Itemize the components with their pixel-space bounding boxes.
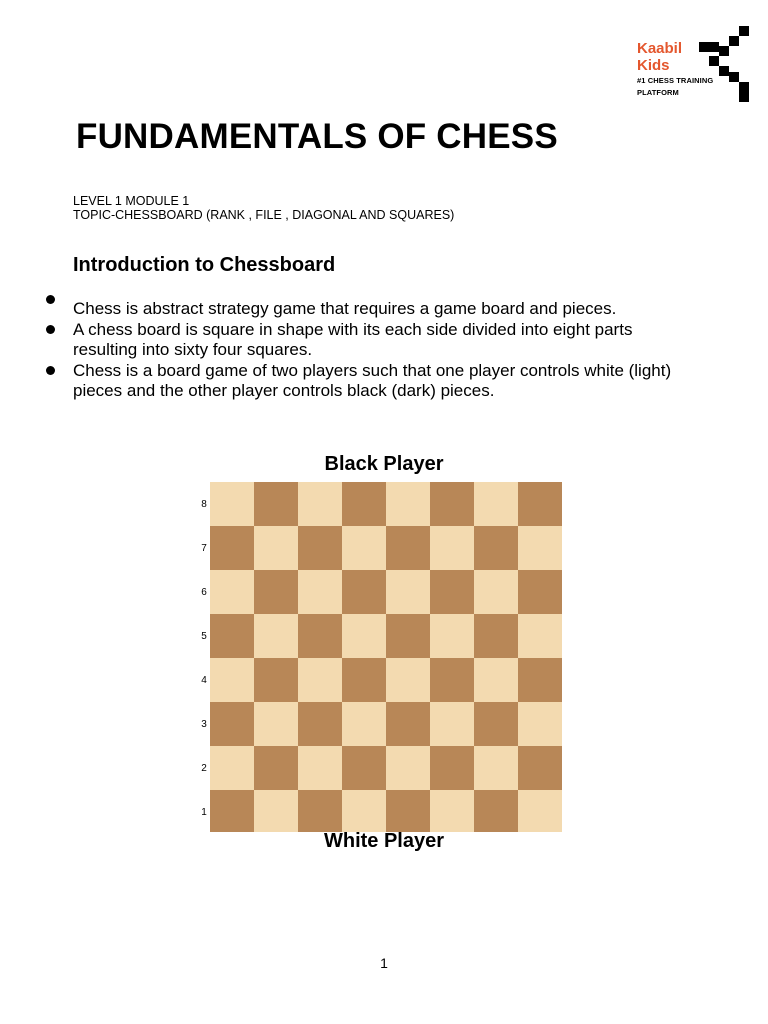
board-square-f7 [430,526,474,570]
board-square-g1 [474,790,518,832]
board-square-f6 [430,570,474,614]
bullet-icon [46,295,55,304]
module-level: LEVEL 1 MODULE 1 [73,194,190,208]
rank-label: 3 [201,719,207,730]
board-square-a8 [210,482,254,526]
board-square-a4 [210,658,254,702]
bullet-icon [46,366,55,375]
board-square-h7 [518,526,562,570]
board-square-e4 [386,658,430,702]
board-square-g4 [474,658,518,702]
board-square-f2 [430,746,474,790]
board-square-h1 [518,790,562,832]
page-number: 1 [380,955,388,971]
board-square-b6 [254,570,298,614]
board-square-g5 [474,614,518,658]
board-square-c1 [298,790,342,832]
board-square-f4 [430,658,474,702]
board-square-h2 [518,746,562,790]
logo-brand-line-2: Kids [637,57,670,74]
board-square-a7 [210,526,254,570]
board-square-b3 [254,702,298,746]
board-square-b1 [254,790,298,832]
logo-brand-line-1: Kaabil [637,40,683,57]
board-square-h4 [518,658,562,702]
board-square-c2 [298,746,342,790]
board-square-b7 [254,526,298,570]
board-square-e6 [386,570,430,614]
board-square-d3 [342,702,386,746]
chessboard [192,462,576,832]
bullet-icon [46,325,55,334]
rank-label: 7 [201,543,207,554]
section-heading: Introduction to Chessboard [73,254,336,276]
board-square-b2 [254,746,298,790]
board-square-a6 [210,570,254,614]
board-square-d5 [342,614,386,658]
board-square-c7 [298,526,342,570]
rank-label: 8 [201,499,207,510]
rank-label: 4 [201,675,207,686]
black-player-label: Black Player [324,453,444,475]
rank-label: 1 [201,807,207,818]
board-square-c8 [298,482,342,526]
checkered-x-icon [699,26,759,102]
rank-label: 6 [201,587,207,598]
rank-label: 2 [201,763,207,774]
board-square-d7 [342,526,386,570]
logo [637,26,759,102]
board-square-a2 [210,746,254,790]
board-square-f3 [430,702,474,746]
module-topic: TOPIC-CHESSBOARD (RANK , FILE , DIAGONAL AND SQUARES) [73,208,455,222]
board-square-c4 [298,658,342,702]
page-title: FUNDAMENTALS OF CHESS [76,117,558,156]
board-square-d1 [342,790,386,832]
board-square-d4 [342,658,386,702]
bullet-text: A chess board is square in shape with its each side divided into eight parts resulting into sixty four squares. [73,319,633,359]
list-item [0,320,693,361]
board-square-h6 [518,570,562,614]
chessboard-figure [192,453,576,857]
board-square-e1 [386,790,430,832]
board-square-a1 [210,790,254,832]
board-square-g7 [474,526,518,570]
board-square-e2 [386,746,430,790]
board-square-g6 [474,570,518,614]
bullet-text: Chess is abstract strategy game that requires a game board and pieces. [73,299,617,318]
board-square-b8 [254,482,298,526]
board-square-d2 [342,746,386,790]
board-square-h5 [518,614,562,658]
list-item [0,361,693,402]
board-square-e7 [386,526,430,570]
board-square-h3 [518,702,562,746]
board-square-h8 [518,482,562,526]
board-square-c5 [298,614,342,658]
board-square-b5 [254,614,298,658]
board-square-e8 [386,482,430,526]
board-square-f1 [430,790,474,832]
logo-tagline-2: PLATFORM [637,87,679,97]
list-item [0,299,693,320]
board-square-b4 [254,658,298,702]
board-square-d8 [342,482,386,526]
bullet-text: Chess is a board game of two players such that one player controls white (light) pieces and the other player controls black (dark) pieces. [73,360,672,400]
bullet-list [0,299,768,402]
white-player-label: White Player [323,830,445,852]
rank-label: 5 [201,631,207,642]
logo-tagline-1: #1 CHESS TRAINING [637,76,714,85]
board-square-g2 [474,746,518,790]
board-square-f5 [430,614,474,658]
board-square-e5 [386,614,430,658]
board-square-g3 [474,702,518,746]
board-square-d6 [342,570,386,614]
board-square-c6 [298,570,342,614]
board-square-c3 [298,702,342,746]
board-square-g8 [474,482,518,526]
board-square-f8 [430,482,474,526]
module-meta [73,194,454,222]
board-square-a3 [210,702,254,746]
board-square-e3 [386,702,430,746]
board-square-a5 [210,614,254,658]
